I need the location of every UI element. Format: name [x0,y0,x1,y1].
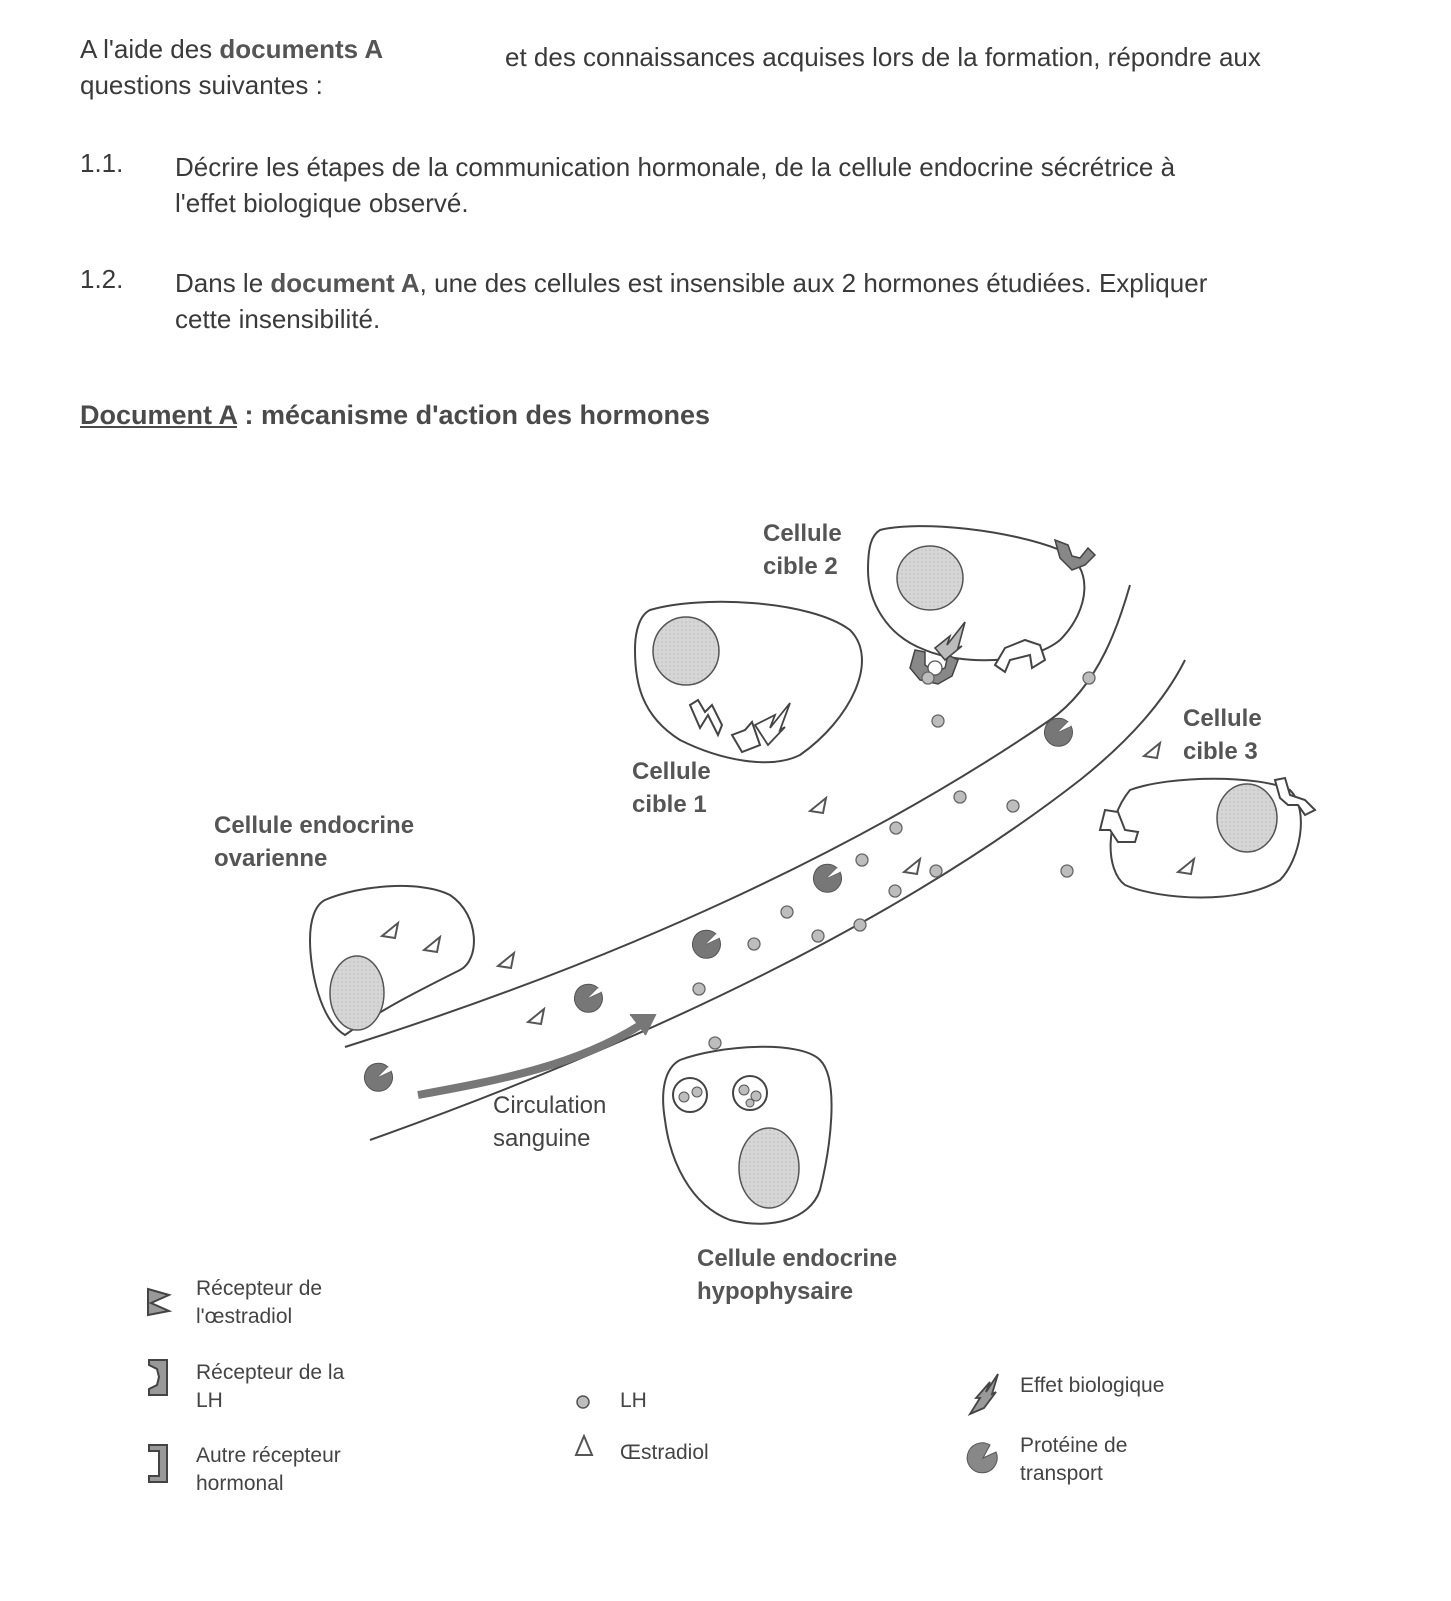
legend-biological-effect-label: Effet biologique [1020,1374,1165,1397]
question-1-1-line-2: l'effet biologique observé. [175,188,469,218]
legend-lh-label: LH [620,1389,647,1412]
document-title-rest: : mécanisme d'action des hormones [237,400,711,430]
target-cell-1 [635,602,862,762]
target-cell-3 [1100,778,1315,898]
q12-doc-ref: document A [270,268,420,298]
q12-text-a: Dans le [175,268,271,298]
question-1-2-number: 1.2. [80,264,124,294]
legend-lh-icon [574,1393,592,1411]
label-cellule-cible-2: Cellule cible 2 [763,520,842,580]
circulation-arrow [418,1015,655,1095]
q12-text-b: , une des cellules est insensible aux 2 hormones étudiées. Expliquer [419,268,1208,298]
legend-estradiol-receptor-icon [145,1285,175,1319]
label-cellule-cible-1: Cellule cible 1 [632,758,711,818]
legend-estradiol-receptor-label: Récepteur de l'œstradiol [196,1277,323,1328]
label-cellule-cible-3: Cellule cible 3 [1183,705,1262,765]
legend-biological-effect-icon [966,1370,1002,1418]
legend-transport-protein-label: Protéine de transport [1020,1434,1128,1485]
legend-lh-receptor-label: Récepteur de la LH [196,1361,345,1412]
target-cell-2 [868,526,1095,684]
legend-transport-protein-icon [966,1440,1000,1476]
intro-line-1-cont: et des connaissances acquises lors de la formation, répondre aux [505,42,1261,72]
label-ovarian-cell: Cellule endocrine ovarienne [214,812,415,872]
pituitary-endocrine-cell [663,1047,831,1224]
intro-text-start: A l'aide des [80,34,220,64]
question-1-1-line-1: Décrire les étapes de la communication hormonale, de la cellule endocrine sécrétrice à [175,152,1176,182]
legend-estradiol-icon [573,1434,595,1458]
legend-lh-receptor-icon [145,1357,175,1399]
document-title-ref: Document A [80,400,238,430]
label-circulation: Circulation sanguine [493,1092,607,1152]
question-1-1-number: 1.1. [80,148,124,178]
question-1-2-line-2: cette insensibilité. [175,304,381,334]
label-pituitary-cell: Cellule endocrine hypophysaire [697,1245,898,1305]
intro-line-2: questions suivantes : [80,70,323,100]
legend-estradiol-label: Œstradiol [620,1441,709,1464]
intro-doc-ref: documents A [219,34,384,64]
legend-other-receptor-label: Autre récepteur hormonal [196,1444,341,1495]
legend-other-receptor-icon [145,1442,175,1486]
